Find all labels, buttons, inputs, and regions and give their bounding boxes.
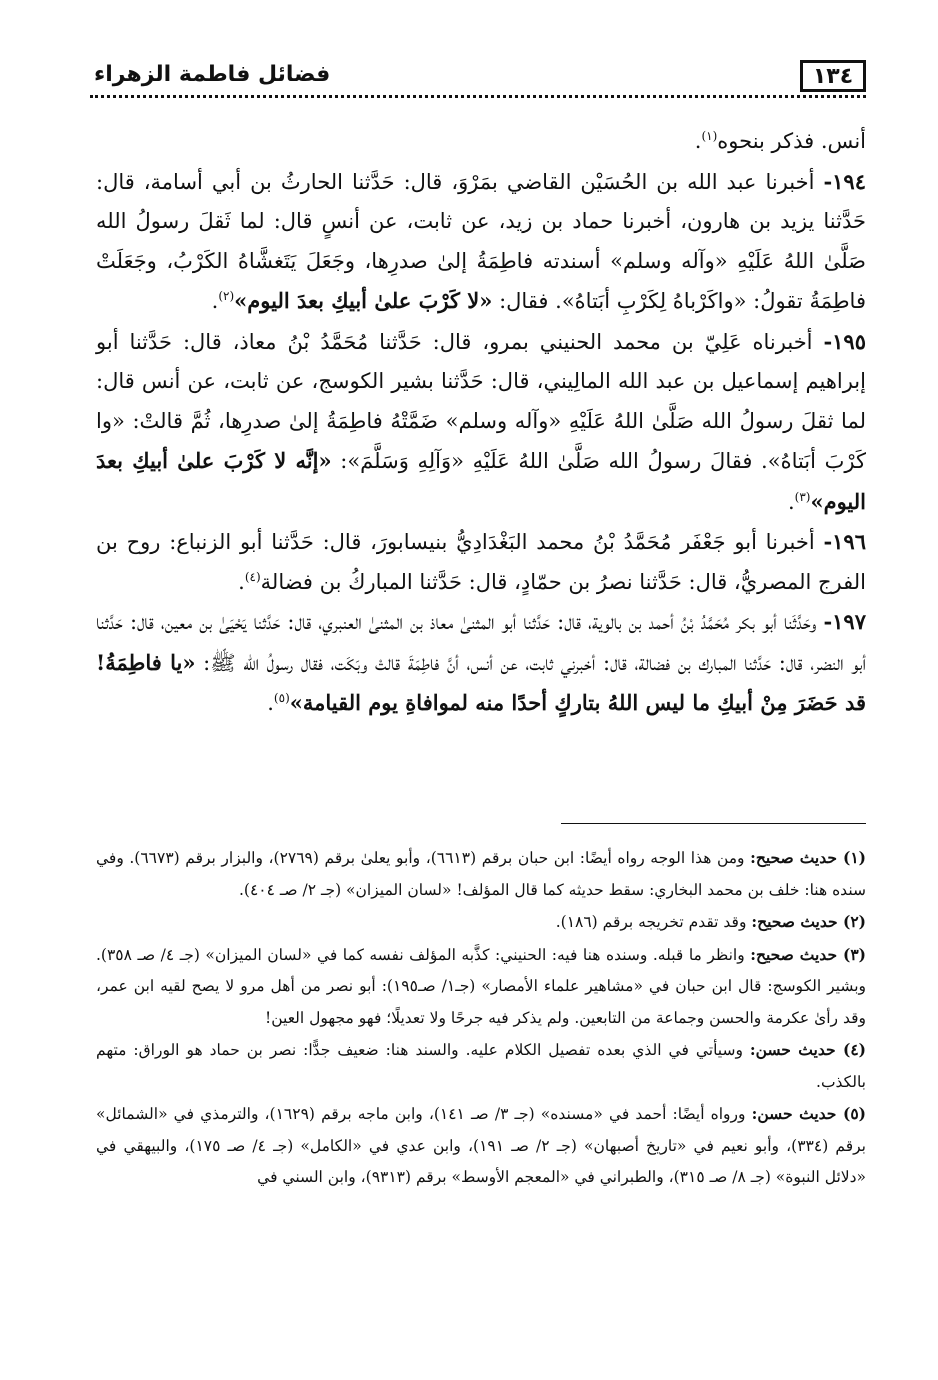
hadith-194 — [96, 162, 866, 322]
hadith-195 — [96, 322, 866, 523]
footnote-text: وقد تقدم تخريجه برقم (١٨٦). — [555, 913, 752, 931]
footnote-text: ورواه أيضًا: أحمد في «مسنده» (جـ ٣/ صـ ١٤١)، وابن ماجه برقم (١٦٢٩)، والترمذي في «الشمائل» برقم (٣٣٤)، وأبو نعيم في «تاريخ أصبهان» (جـ ٢/ صـ ١٩١)، وابن عدي في «الكامل» (جـ ٤/ صـ ١٧٥)، والبيهقي في «دلائل النبوة» (جـ ٨/ صـ ٣١٥)، والطبراني في «المعجم الأوسط» برقم (٩٣١٣)، وابن السني في — [96, 1105, 866, 1186]
paragraph-text: أخبرناه عَلِيّ بن محمد الحنيني بمرو، قال: حَدَّثنا مُحَمَّدُ بْنُ معاذ، قال: حَدَّثنا أبو إبراهيم إسماعيل بن عبد الله المالِيني، قال: حَدَّثنا بشير الكوسج، عن ثابت، عن أنس قال: لما ثقلَ رسولُ الله صَلَّىٰ اللهُ عَلَيْهِ «وآله وسلم» ضَمَّتْهُ فاطِمَةُ إلىٰ صدرِها، ثُمَّ قالتْ: «وا كَرْبَ أبَتاهُ». فقالَ رسولُ الله صَلَّىٰ اللهُ عَلَيْهِ «وَآلِهِ وَسَلَّمَ»: — [96, 329, 866, 473]
header-dotted-rule — [90, 95, 866, 98]
book-title: فضائل فاطمة الزهراء — [94, 62, 331, 87]
footnote-3 — [96, 939, 866, 1035]
paragraph-text: وحَدَّثَنا أبو بكر مُحَمَّدُ بْنُ أحمد بن بالوية، قال: حَدَّثنا أبو المثنىٰ معاذ بن المثنىٰ العنبري، قال: حَدَّثنا يَحْيَىٰ بن معين، قال: حَدَّثنا أبو النضر، قال: حَدَّثنا المبارك بن فضالة، قال: أخبرني ثابت، عن أنس، أنَّ فاطِمَةَ قالتْ وبَكَت، فقال رسولُ الله ﷺ: — [96, 610, 866, 675]
hadith-196 — [96, 522, 866, 602]
main-text — [96, 122, 866, 724]
footnote-4 — [96, 1034, 866, 1098]
footnote-5 — [96, 1098, 866, 1194]
prophet-saying: «لا كَرْبَ علىٰ أبيكِ بعدَ اليوم» — [234, 288, 493, 313]
paragraph-end: . — [267, 691, 274, 715]
paragraph-end: . — [694, 129, 702, 153]
footnote-label: (١) حديث صحيح: — [750, 848, 866, 867]
paragraph-end: . — [238, 569, 245, 594]
footnotes — [96, 842, 866, 1194]
prophet-saying: «إنَّه لا كَرْبَ علىٰ أبيكِ بعدَ اليوم» — [96, 448, 866, 514]
footnote-ref: (٥) — [273, 691, 290, 705]
footnote-text: وسيأتي في الذي بعده تفصيل الكلام عليه. والسند هنا: ضعيف جدًّا: نصر بن حماد هو الوراق: متهم بالكذب. — [96, 1041, 866, 1091]
paragraph-end: . — [211, 289, 219, 313]
footnote-ref: (١) — [701, 129, 718, 143]
hadith-number: ١٩٤- — [823, 168, 866, 194]
footnote-label: (٣) حديث صحيح: — [750, 944, 867, 964]
prophet-saying: «يا فاطِمَةُ! قد حَضَرَ مِنْ أبيكِ ما ليس اللهُ بتاركٍ أحدًا منه لموافاةِ يوم القيامة» — [96, 649, 866, 715]
hadith-number: ١٩٥- — [823, 328, 866, 354]
footnote-ref: (٤) — [244, 569, 261, 584]
footnote-1 — [96, 842, 866, 906]
paragraph-text: أخبرنا أبو جَعْفَر مُحَمَّدُ بْنُ محمد البَغْدَادِيُّ بنيسابورَ، قال: حَدَّثنا أبو الزنباع: روح بن الفرج المصريُّ، قال: حَدَّثنا نصرُ بن حمّادٍ، قال: حَدَّثنا المباركُ بن فضالة — [96, 530, 866, 594]
footnote-ref: (٢) — [218, 289, 235, 303]
footnote-ref: (٣) — [794, 489, 811, 504]
footnote-separator — [561, 823, 866, 824]
footnote-text: ومن هذا الوجه رواه أيضًا: ابن حبان برقم (٦٦١٣)، وأبو يعلىٰ برقم (٢٧٦٩)، والبزار برقم (٦٦٧٣). وفي سنده هنا: خلف بن محمد البخاري: سقط حديثه كما قال المؤلف! «لسان الميزان» (جـ ٢/ صـ ٤٠٤). — [96, 849, 866, 899]
hadith-number: ١٩٦- — [823, 529, 866, 554]
running-header — [90, 54, 866, 98]
hadith-197 — [96, 602, 866, 724]
footnote-2 — [96, 906, 866, 939]
footnote-label: (٥) حديث حسن: — [751, 1104, 866, 1123]
page-number: ١٣٤ — [800, 60, 866, 92]
footnote-text: وانظر ما قبله. وسنده هنا فيه: الحنيني: كذَّبه المؤلف نفسه كما في «لسان الميزان» (جـ ٤/ صـ ٣٥٨). وبشير الكوسج: قال ابن حبان في «مشاهير علماء الأمصار» (جـ١/ صـ١٩٥): أبو نصر من أهل مرو لا يصح لقيه ابن عمر، وقد رأىٰ عكرمة والحسن وجماعة من التابعين. ولم يذكر فيه جرحًا ولا تعديلًا؛ فهو مجهول العين! — [96, 945, 866, 1027]
paragraph-continuation — [96, 122, 866, 162]
paragraph-text: أخبرنا عبد الله بن الحُسَيْن القاضي بمَرْوَ، قال: حَدَّثنا الحارثُ بن أبي أسامة، قال: حَدَّثنا يزيد بن هارون، أخبرنا حماد بن زيد، عن ثابت، عن أنسٍ قال: لما ثَقلَ رسولُ الله صَلَّىٰ اللهُ عَلَيْهِ «وآله وسلم» أسندته فاطِمَةُ إلىٰ صدرِها، وجَعَلَ يَتَغشَّاهُ الكَرْبُ، وجَعَلَتْ فاطِمَةُ تقولُ: «واكَرْباهُ لِكَرْبِ أبَتاهُ». فقال: — [96, 169, 866, 313]
paragraph-end: . — [787, 489, 795, 514]
footnote-label: (٢) حديث صحيح: — [751, 912, 866, 931]
hadith-number: ١٩٧- — [823, 609, 866, 634]
footnote-label: (٤) حديث حسن: — [749, 1040, 866, 1059]
paragraph-text: أنس. فذكر بنحوه — [717, 129, 866, 153]
